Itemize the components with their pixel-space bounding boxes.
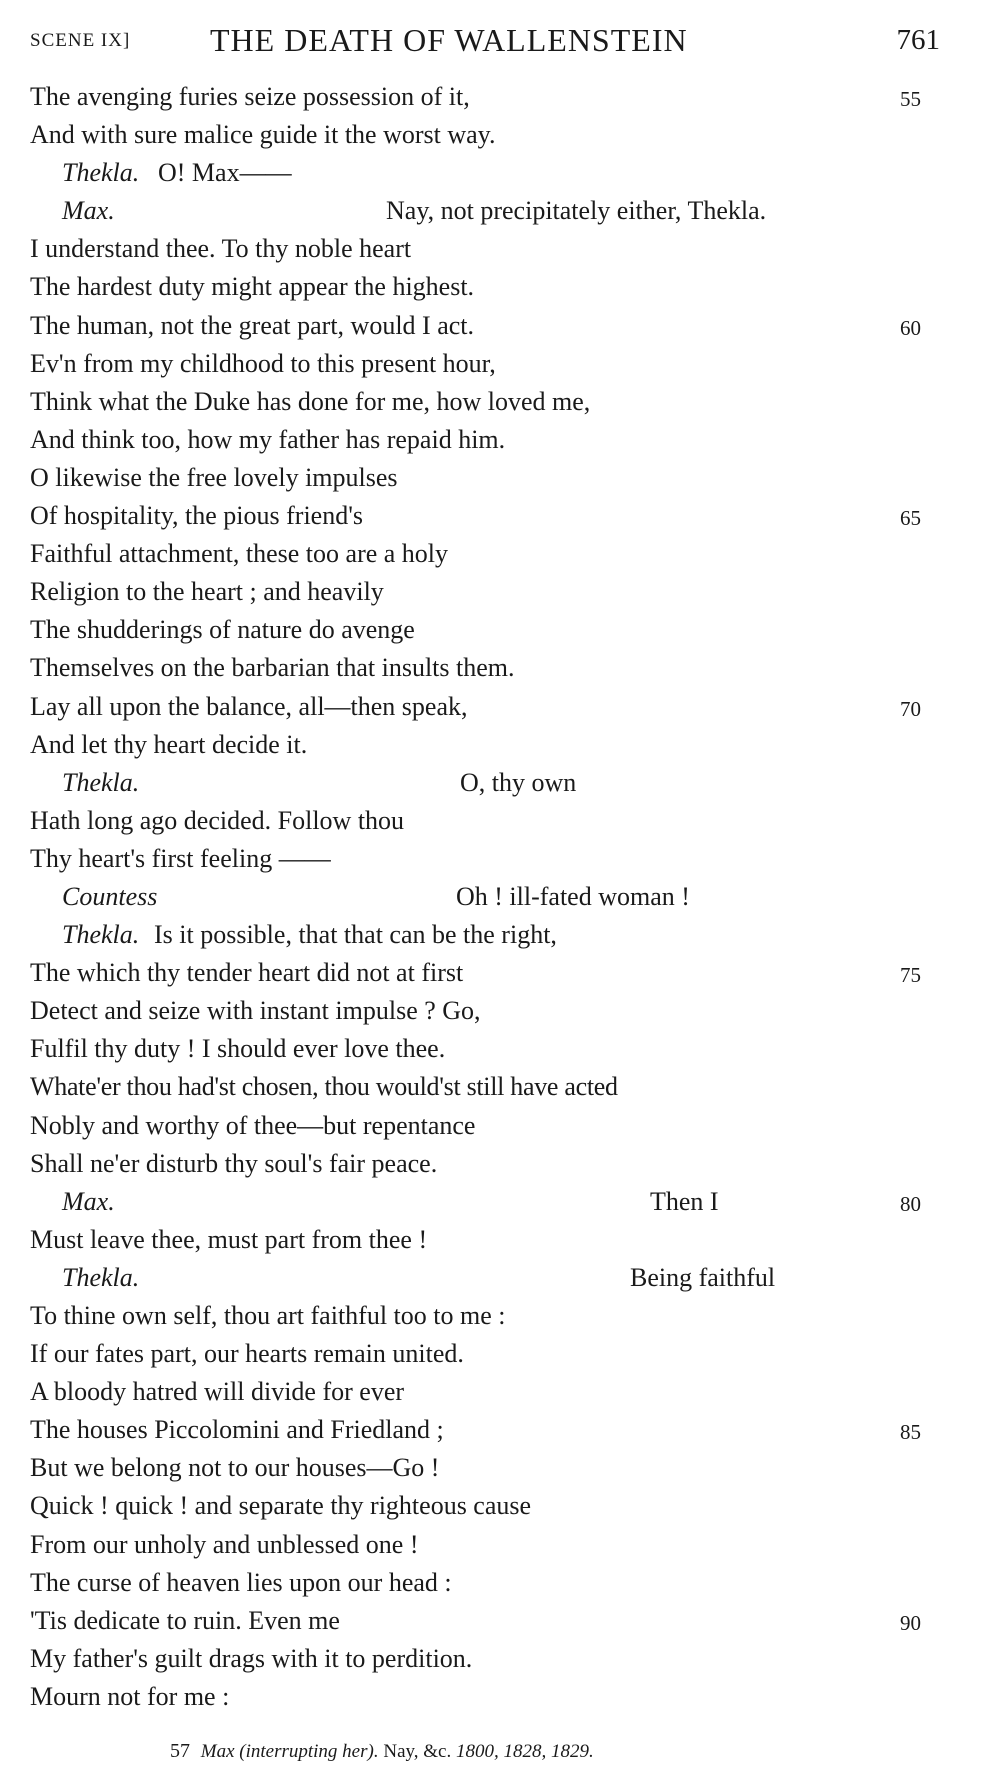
verse-line: My father's guilt drags with it to perdition. <box>30 1643 473 1673</box>
footnote <box>170 1740 594 1763</box>
verse-line: The houses Piccolomini and Friedland ; 85 <box>30 1411 940 1449</box>
line-number: 70 <box>900 696 921 721</box>
verse-line: To thine own self, thou art faithful too to me : <box>30 1301 506 1330</box>
speaker-name: Thekla. <box>62 158 140 188</box>
verse-line: Hath long ago decided. Follow thou <box>30 805 405 835</box>
verse-line: The avenging furies seize possession of it, 55 <box>30 78 940 116</box>
footnote-speaker: Max <box>200 1741 235 1762</box>
speaker-name: Thekla. <box>62 1262 140 1292</box>
verse-line: The hardest duty might appear the highest. <box>30 272 475 302</box>
verse-line: Of hospitality, the pious friend's 65 <box>30 497 940 535</box>
verse-line: The human, not the great part, would I act. 60 <box>30 307 940 345</box>
line-number: 60 <box>900 315 921 340</box>
verse-line: If our fates part, our hearts remain united. <box>30 1339 464 1369</box>
line-number: 55 <box>900 87 921 111</box>
verse-line: Shall ne'er disturb thy soul's fair peace. <box>30 1148 438 1178</box>
verse-line: Thy heart's first feeling —— <box>30 843 331 873</box>
verse-line: Must leave thee, must part from thee ! <box>30 1224 428 1254</box>
verse-line: Think what the Duke has done for me, how loved me, <box>30 386 591 416</box>
verse-line: From our unholy and unblessed one ! <box>30 1529 419 1559</box>
footnote-direction: (interrupting her). <box>239 1741 379 1762</box>
footnote-editions: 1800, 1828, 1829. <box>455 1741 594 1762</box>
verse-line: Religion to the heart ; and heavily <box>30 577 384 607</box>
verse-line: 'Tis dedicate to ruin. Even me 90 <box>30 1602 940 1640</box>
verse-line: Faithful attachment, these too are a holy <box>30 539 449 569</box>
verse-line: Nobly and worthy of thee—but repentance <box>30 1110 476 1140</box>
verse-line: But we belong not to our houses—Go ! <box>30 1453 440 1483</box>
speaker-name: Max. <box>62 1186 115 1216</box>
verse-line: Thekla. Is it possible, that that can be the right, <box>30 916 940 954</box>
line-number: 75 <box>900 963 921 988</box>
verse-line: The shudderings of nature do avenge <box>30 615 415 645</box>
verse-line: O likewise the free lovely impulses <box>30 462 398 492</box>
verse-line: I understand thee. To thy noble heart <box>30 234 412 264</box>
verse-line: And think too, how my father has repaid him. <box>30 424 506 454</box>
verse-line: The which thy tender heart did not at first 75 <box>30 954 940 992</box>
speaker-name: Thekla. <box>62 920 140 950</box>
verse-line: Thekla. Being faithful <box>30 1259 940 1297</box>
line-number: 85 <box>900 1420 921 1445</box>
line-number: 90 <box>900 1610 921 1635</box>
page-number: 761 <box>896 24 940 56</box>
verse-line: And with sure malice guide it the worst way. <box>30 120 496 150</box>
line-number: 80 <box>900 1191 921 1216</box>
verse-line: Lay all upon the balance, all—then speak, 70 <box>30 688 940 726</box>
verse-line: Max. Then I 80 <box>30 1183 940 1221</box>
page-title: THE DEATH OF WALLENSTEIN <box>210 22 688 58</box>
speaker-name: Max. <box>62 196 115 226</box>
verse-line: Thekla. O! Max—— <box>30 154 940 192</box>
verse-line: Themselves on the barbarian that insults them. <box>30 653 515 683</box>
verse-line: Fulfil thy duty ! I should ever love thee. <box>30 1034 446 1064</box>
verse-line: A bloody hatred will divide for ever <box>30 1377 405 1407</box>
running-header <box>30 22 940 62</box>
verse-line: Thekla. O, thy own <box>30 764 940 802</box>
line-number: 65 <box>900 506 921 531</box>
verse-line: Ev'n from my childhood to this present hour, <box>30 348 496 378</box>
footnote-text: Nay, &c. <box>383 1741 452 1762</box>
verse-block <box>30 78 940 1716</box>
verse-line: Quick ! quick ! and separate thy righteous cause <box>30 1491 532 1521</box>
verse-line: The curse of heaven lies upon our head : <box>30 1567 452 1597</box>
verse-line: Detect and seize with instant impulse ? Go, <box>30 996 481 1026</box>
verse-line: Mourn not for me : <box>30 1681 230 1711</box>
verse-line: Countess Oh ! ill-fated woman ! <box>30 878 940 916</box>
verse-line: Whate'er thou had'st chosen, thou would'st still have acted <box>30 1072 618 1102</box>
verse-line: Max. Nay, not precipitately either, Thekla. <box>30 192 940 230</box>
speaker-name: Countess <box>62 881 158 911</box>
verse-line: And let thy heart decide it. <box>30 729 308 759</box>
footnote-number: 57 <box>170 1740 190 1762</box>
speaker-name: Thekla. <box>62 767 140 797</box>
scene-label: SCENE IX] <box>30 30 131 51</box>
